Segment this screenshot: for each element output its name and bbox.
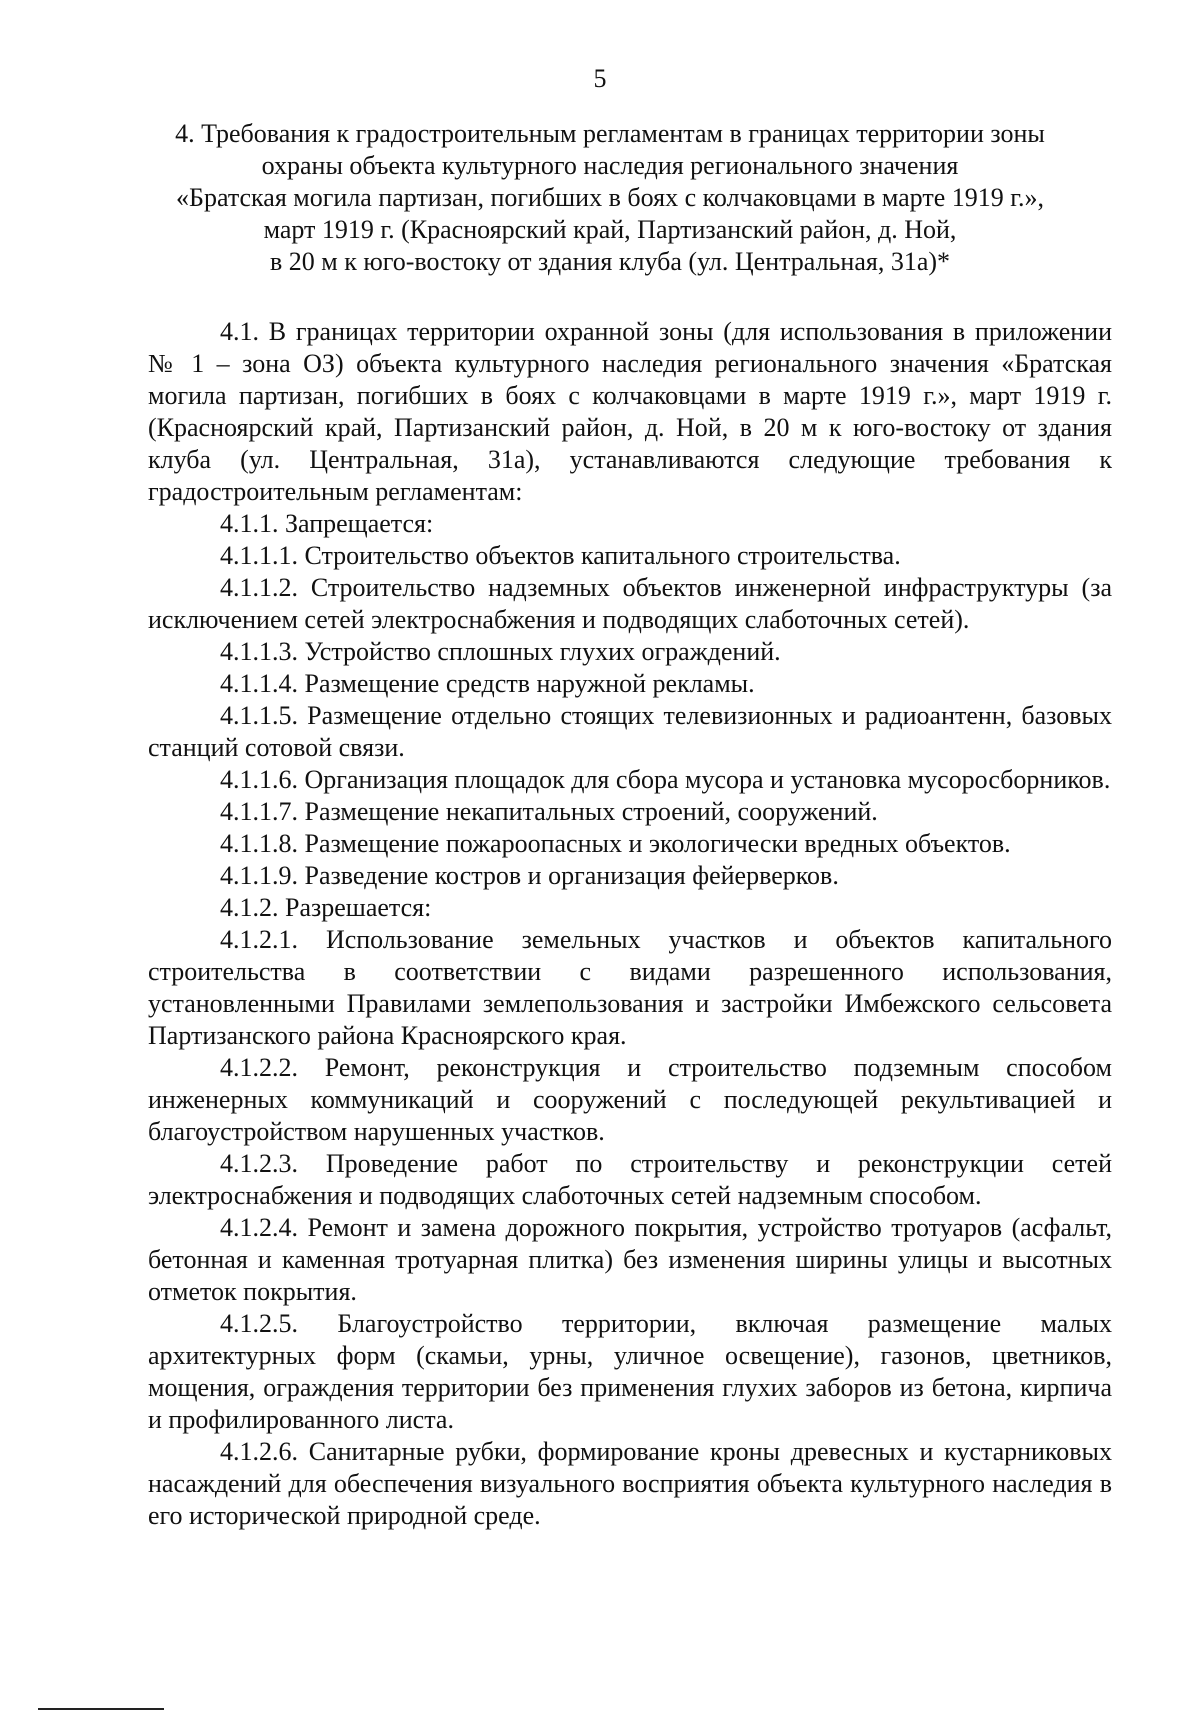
paragraph-4-1-1-3: 4.1.1.3. Устройство сплошных глухих ограждений. [220,637,781,666]
paragraph-4-1-2-3: 4.1.2.3. Проведение работ по строительству и реконструкции сетей электроснабжения и подводящих слаботочных сетей надземным способом. [148,1149,1112,1210]
paragraph-4-1-1-8: 4.1.1.8. Размещение пожароопасных и экологически вредных объектов. [220,829,1011,858]
paragraph-4-1-1: 4.1.1. Запрещается: [220,509,434,538]
paragraph-4-1-2-4: 4.1.2.4. Ремонт и замена дорожного покрытия, устройство тротуаров (асфальт, бетонная и каменная тротуарная плитка) без изменения ширины улицы и высотных отметок покрытия. [148,1213,1112,1306]
paragraph-4-1-1-7: 4.1.1.7. Размещение некапитальных строений, сооружений. [220,797,878,826]
paragraph-4-1-2-1: 4.1.2.1. Использование земельных участков и объектов капитального строительства в соответствии с видами разрешенного использования, установленными Правилами землепользования и застройки Имбежского сельсовета Партизанского района Красноярского края. [148,925,1112,1050]
paragraph-4-1-2-6: 4.1.2.6. Санитарные рубки, формирование кроны древесных и кустарниковых насаждений для обеспечения визуального восприятия объекта культурного наследия в его исторической природной среде. [148,1437,1112,1530]
paragraph-4-1-2-2: 4.1.2.2. Ремонт, реконструкция и строительство подземным способом инженерных коммуникаций и сооружений с последующей рекультивацией и благоустройством нарушенных участков. [148,1053,1112,1146]
heading-line-4: март 1919 г. (Красноярский край, Партизанский район, д. Ной, [263,215,957,244]
heading-line-5: в 20 м к юго-востоку от здания клуба (ул. Центральная, 31а)* [269,247,951,276]
heading-line-3: «Братская могила партизан, погибших в боях с колчаковцами в марте 1919 г.», [176,183,1044,212]
footnote-separator-line [38,1708,164,1710]
paragraph-4-1-1-4: 4.1.1.4. Размещение средств наружной рекламы. [220,669,755,698]
heading-line-2: охраны объекта культурного наследия регионального значения [261,151,959,180]
paragraph-4-1-1-1: 4.1.1.1. Строительство объектов капитального строительства. [220,541,901,570]
paragraph-4-1-1-2: 4.1.1.2. Строительство надземных объектов инженерной инфраструктуры (за исключением сетей электроснабжения и подводящих слаботочных сетей). [148,573,1112,634]
section-heading [140,118,1080,278]
paragraph-4-1: 4.1. В границах территории охранной зоны (для использования в приложении № 1 – зона ОЗ) объекта культурного наследия регионального значения «Братская могила партизан, погибших в боях с колчаковцами в марте 1919 г.», март 1919 г. (Красноярский край, Партизанский район, д. Ной, в 20 м к юго-востоку от здания клуба (ул. Центральная, 31а), устанавливаются следующие требования к градостроительным регламентам: [148,317,1112,506]
paragraph-4-1-2-5: 4.1.2.5. Благоустройство территории, включая размещение малых архитектурных форм (скамьи, урны, уличное освещение), газонов, цветников, мощения, ограждения территории без применения глухих заборов из бетона, кирпича и профилированного листа. [148,1309,1112,1434]
heading-line-1: 4. Требования к градостроительным регламентам в границах территории зоны [175,119,1045,148]
paragraph-4-1-2: 4.1.2. Разрешается: [220,893,432,922]
page-number: 5 [593,64,607,93]
paragraph-4-1-1-5: 4.1.1.5. Размещение отдельно стоящих телевизионных и радиоантенн, базовых станций сотовой связи. [148,701,1112,762]
document-body [148,316,1112,1532]
paragraph-4-1-1-9: 4.1.1.9. Разведение костров и организация фейерверков. [220,861,839,890]
paragraph-4-1-1-6: 4.1.1.6. Организация площадок для сбора мусора и установка мусоросборников. [220,765,1111,794]
